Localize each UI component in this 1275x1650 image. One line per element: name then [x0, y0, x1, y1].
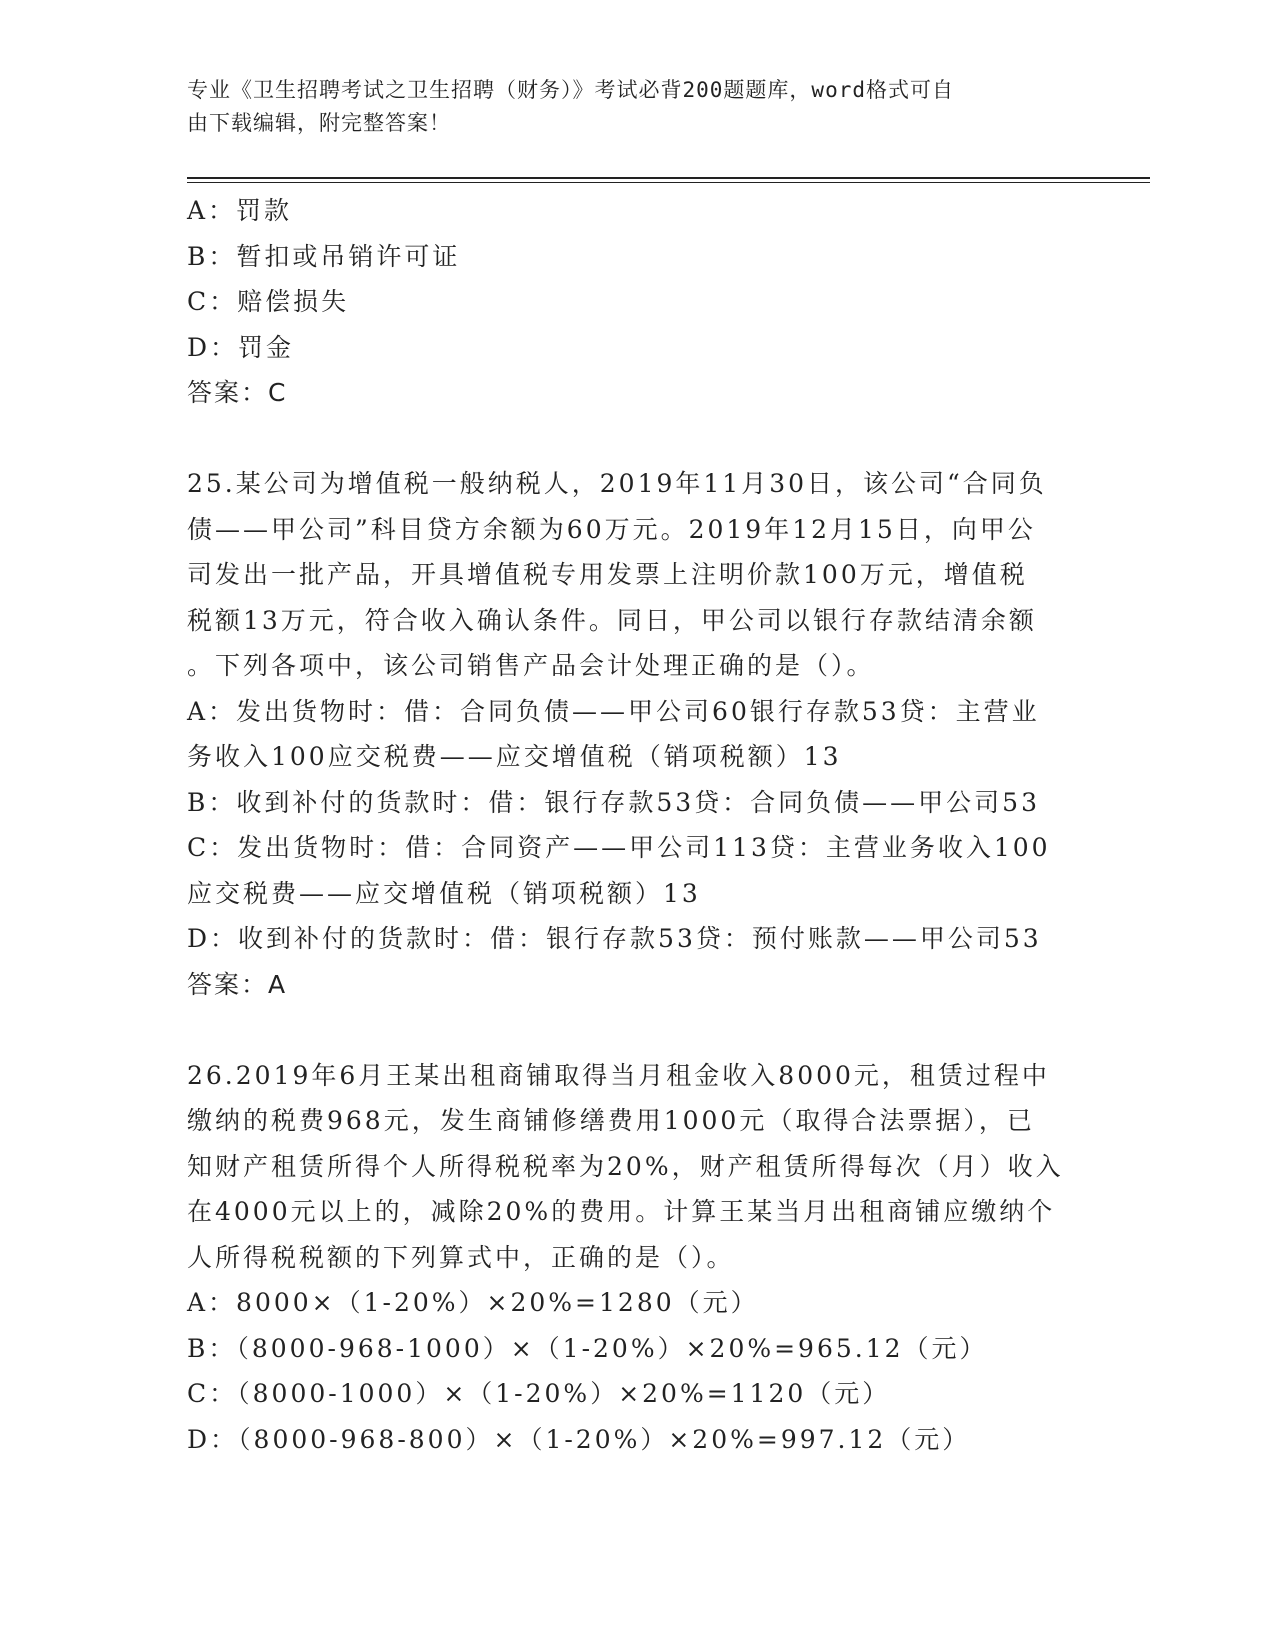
option-b: B：（8000-968-1000）×（1-20%）×20%=965.12（元） [187, 1333, 988, 1363]
question-stem-line: 。下列各项中，该公司销售产品会计处理正确的是（）。 [187, 651, 875, 680]
question-stem-line: 26.2019年6月王某出租商铺取得当月租金收入8000元，租赁过程中 [187, 1060, 1050, 1090]
spacer [187, 1007, 1087, 1053]
option-a: A：罚款 [187, 196, 293, 225]
question-26 [187, 1053, 1087, 1463]
option-b: B：收到补付的货款时：借：银行存款53贷：合同负债——甲公司53 [187, 787, 1040, 817]
question-stem-line: 司发出一批产品，开具增值税专用发票上注明价款100万元，增值税 [187, 560, 1028, 589]
header-rule-thin [187, 182, 1150, 183]
option-b: B：暂扣或吊销许可证 [187, 241, 461, 271]
option-a: A：发出货物时：借：合同负债——甲公司60银行存款53贷：主营业 [187, 696, 1040, 726]
question-24 [187, 188, 1087, 416]
question-stem-line: 债——甲公司”科目贷方余额为60万元。2019年12月15日，向甲公 [187, 514, 1036, 544]
document-header [187, 74, 1067, 140]
option-a-cont: 务收入100应交税费——应交增值税（销项税额）13 [187, 742, 842, 771]
question-stem-line: 知财产租赁所得个人所得税税率为20%，财产租赁所得每次（月）收入 [187, 1151, 1064, 1181]
question-stem-line: 缴纳的税费968元，发生商铺修缮费用1000元（取得合法票据），已 [187, 1106, 1035, 1135]
question-stem-line: 25.某公司为增值税一般纳税人，2019年11月30日，该公司“合同负 [187, 469, 1047, 498]
option-c: C：发出货物时：借：合同资产——甲公司113贷：主营业务收入100 [187, 833, 1051, 862]
header-line-1: 专业《卫生招聘考试之卫生招聘（财务）》考试必背200题题库，word格式可自 [187, 78, 954, 102]
spacer [187, 416, 1087, 462]
option-c-cont: 应交税费——应交增值税（销项税额）13 [187, 878, 701, 908]
option-a: A：8000×（1-20%）×20%=1280（元） [187, 1288, 759, 1317]
option-c: C：（8000-1000）×（1-20%）×20%=1120（元） [187, 1379, 891, 1408]
header-rule-thick [187, 177, 1150, 179]
question-25 [187, 461, 1087, 1007]
header-line-2: 由下载编辑，附完整答案！ [187, 111, 451, 135]
option-d: D：收到补付的货款时：借：银行存款53贷：预付账款——甲公司53 [187, 924, 1042, 953]
option-c: C：赔偿损失 [187, 287, 350, 316]
document-body [187, 188, 1087, 1462]
answer: 答案：A [187, 969, 288, 999]
answer: 答案：C [187, 378, 288, 407]
question-stem-line: 在4000元以上的，减除20%的费用。计算王某当月出租商铺应缴纳个 [187, 1197, 1056, 1226]
question-stem-line: 税额13万元，符合收入确认条件。同日，甲公司以银行存款结清余额 [187, 605, 1037, 635]
question-stem-line: 人所得税税额的下列算式中，正确的是（）。 [187, 1242, 735, 1272]
option-d: D：（8000-968-800）×（1-20%）×20%=997.12（元） [187, 1424, 971, 1454]
option-d: D：罚金 [187, 332, 295, 362]
